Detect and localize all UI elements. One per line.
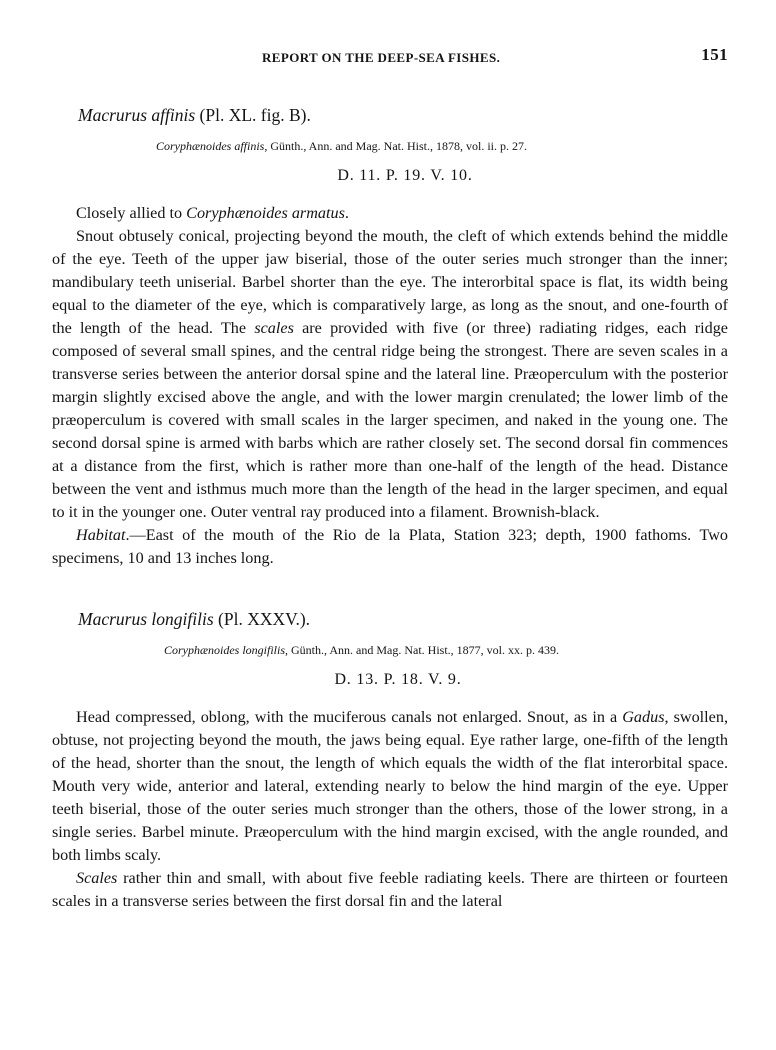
description-text: Head compressed, oblong, with the muciferous canals not enlarged. Snout, as in a (76, 708, 623, 726)
fin-formula: D. 11. P. 19. V. 10. (337, 167, 473, 184)
running-title: REPORT ON THE DEEP-SEA FISHES. (262, 50, 501, 65)
synonym-name: Coryphænoides longifilis (164, 643, 286, 657)
paragraph-habitat (52, 524, 728, 570)
paragraph-description (52, 706, 728, 867)
synonym-name: Coryphænoides affinis (156, 139, 265, 153)
plate-reference: (Pl. XL. fig. B). (195, 105, 311, 125)
paragraph-description (52, 225, 728, 524)
species-heading-affinis (78, 104, 728, 126)
allied-species-name: Coryphænoides armatus (186, 204, 345, 222)
page-number: 151 (701, 45, 728, 64)
scales-text: rather thin and small, with about five feeble radiating keels. There are thirteen or fourteen scales in a transverse series between the first dorsal fin and the lateral (52, 869, 728, 910)
habitat-label: Habitat (76, 526, 126, 544)
scales-label: Scales (76, 869, 118, 887)
genus-gadus: Gadus (622, 708, 665, 726)
habitat-text: .—East of the mouth of the Rio de la Plata, Station 323; depth, 1900 fathoms. Two specimens, 10 and 13 inches long. (52, 526, 728, 567)
allied-prefix: Closely allied to (76, 204, 187, 222)
running-head (52, 40, 728, 66)
fin-formula: D. 13. P. 18. V. 9. (334, 671, 462, 688)
description-text-continued: , swollen, obtuse, not projecting beyond the mouth, the jaws being equal. Eye rather large, one-fifth of the length of the head, shorter than the snout, the length of which equals the width of the flat interorbital space. Mouth very wide, anterior and lateral, extending nearly to below the hind margin of the eye. Upper teeth biserial, those of the outer series much stronger than the others, those of the lower strong, in a single series. Barbel minute. Præoperculum with the hind margin excised, with the angle rounded, and both limbs scaly. (52, 708, 729, 864)
synonym-citation (52, 642, 728, 658)
paragraph-allied (52, 202, 728, 225)
synonym-citation (52, 138, 728, 154)
synonym-reference: , Günth., Ann. and Mag. Nat. Hist., 1877, vol. xx. p. 439. (285, 643, 560, 657)
paragraph-scales (52, 867, 728, 913)
scales-term: scales (254, 319, 294, 337)
description-text-continued: are provided with five (or three) radiating ridges, each ridge composed of several small spines, and the central ridge being the strongest. There are seven scales in a transverse series between the anterior dorsal spine and the lateral line. Præoperculum with the posterior margin slightly excised above the angle, and with the lower margin crenulated; the lower limb of the præoperculum is covered with small scales in the larger specimen, and naked in the young one. The second dorsal spine is armed with barbs which are rather closely set. The second dorsal fin commences at a distance from the first, which is rather more than one-half of the length of the head. Distance between the vent and isthmus much more than the length of the head in the larger specimen, and equal to it in the younger one. Outer ventral ray produced into a filament. Brownish-black. (52, 319, 728, 521)
species-heading-longifilis (78, 608, 728, 630)
allied-suffix: . (344, 204, 349, 222)
species-name: Macrurus longifilis (78, 609, 214, 629)
page (52, 40, 728, 913)
description-text: Snout obtusely conical, projecting beyond the mouth, the cleft of which extends behind the middle of the eye. Teeth of the upper jaw biserial, those of the outer series much stronger than the inner; mandibulary teeth uniserial. Barbel shorter than the eye. The interorbital space is flat, its width being equal to the diameter of the eye, which is comparatively large, as long as the snout, and one-fourth of the length of the head. The (52, 227, 728, 337)
plate-reference: (Pl. XXXV.). (213, 609, 311, 629)
synonym-reference: , Günth., Ann. and Mag. Nat. Hist., 1878, vol. ii. p. 27. (264, 139, 528, 153)
species-name: Macrurus affinis (78, 105, 196, 125)
